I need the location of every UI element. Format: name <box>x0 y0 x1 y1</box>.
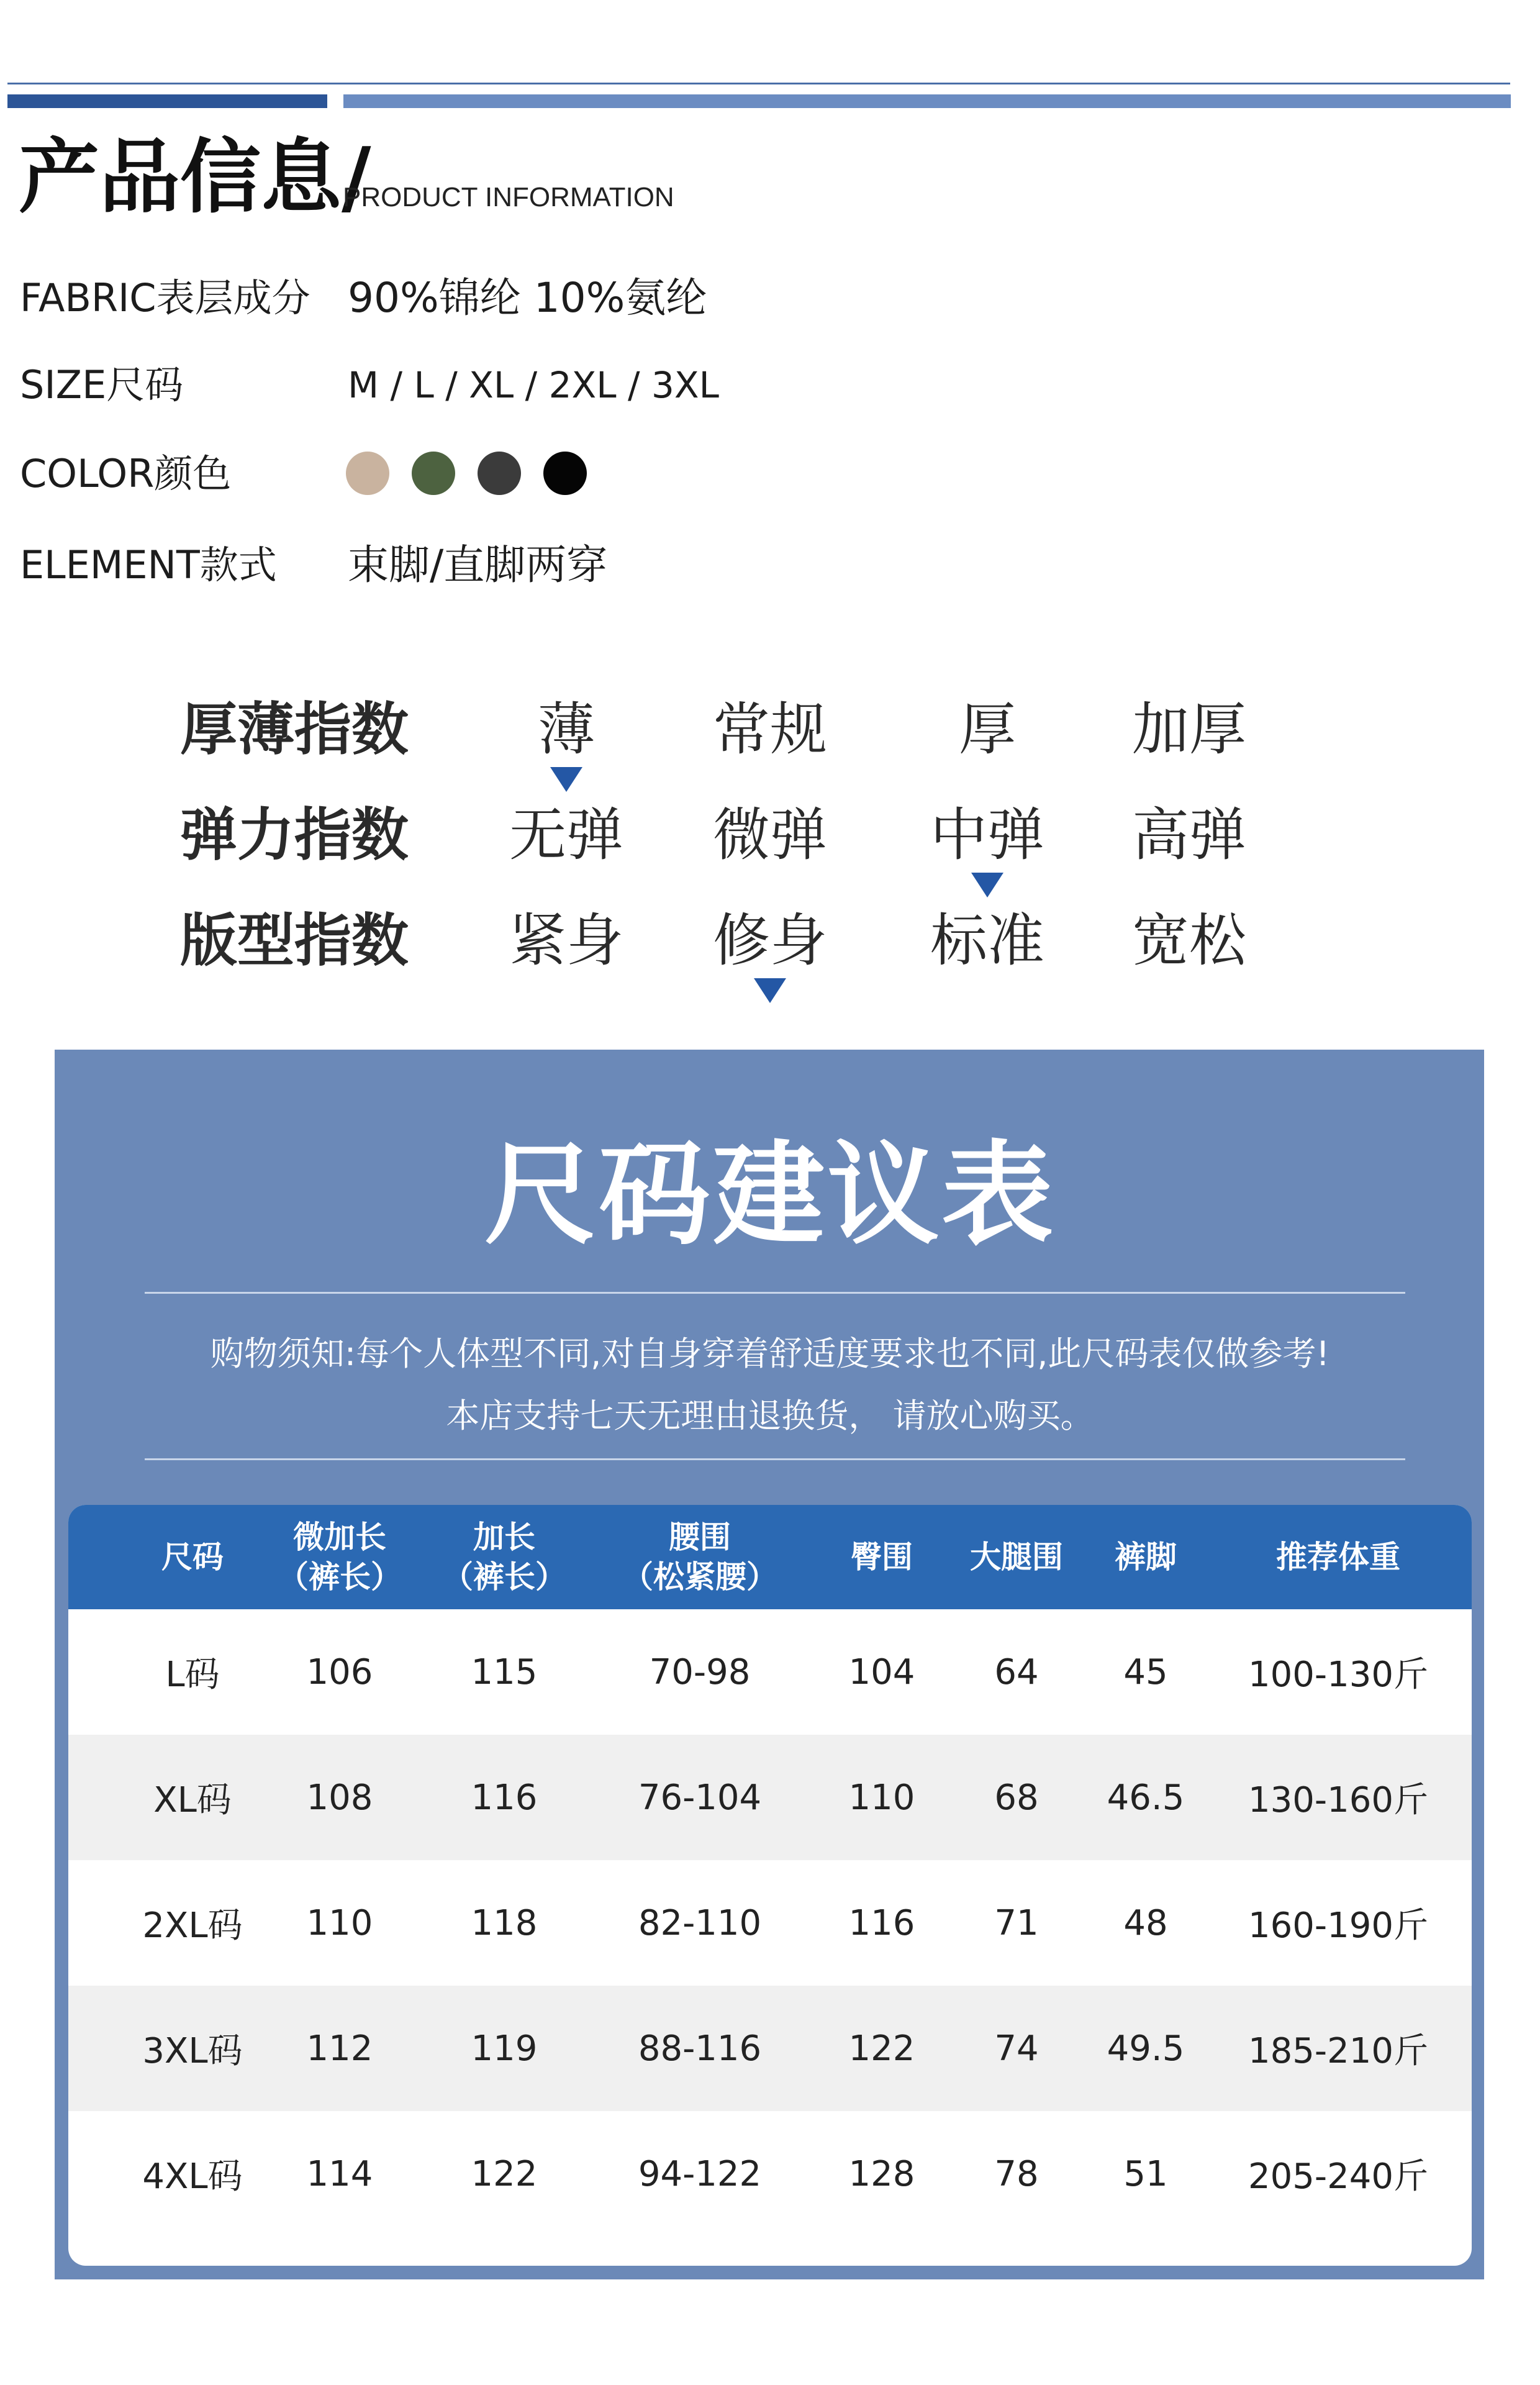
table-cell: 110 <box>306 1902 373 1943</box>
index-option: 中弹 <box>930 802 1044 868</box>
column-header <box>121 1505 264 1609</box>
index-option: 高弹 <box>1131 802 1246 868</box>
color-label: COLOR颜色 <box>20 451 232 496</box>
accent-bar-light <box>343 94 1511 108</box>
table-cell: 115 <box>471 1651 538 1692</box>
fabric-label: FABRIC表层成分 <box>20 275 310 320</box>
table-cell: 78 <box>994 2153 1039 2194</box>
table-cell: 122 <box>848 2028 915 2069</box>
index-option: 常规 <box>712 696 827 763</box>
table-cell: 118 <box>471 1902 538 1943</box>
table-cell: 94-122 <box>638 2153 762 2194</box>
table-row <box>68 1860 1472 1986</box>
column-header-text: 尺码 <box>161 1539 224 1575</box>
size-chart-title: 尺码建议表 <box>484 1130 1056 1260</box>
table-cell: 49.5 <box>1107 2028 1185 2069</box>
table-cell: 116 <box>848 1902 915 1943</box>
column-header <box>259 1505 420 1609</box>
column-header <box>1220 1505 1456 1609</box>
table-cell: 45 <box>1123 1651 1168 1692</box>
table-cell: 185-210斤 <box>1248 2031 1428 2071</box>
table-cell: 119 <box>471 2028 538 2069</box>
column-header-text: （裤长） <box>442 1559 566 1595</box>
table-cell: 68 <box>994 1777 1039 1818</box>
table-cell: 4XL码 <box>142 2156 243 2197</box>
index-label: 弹力指数 <box>180 802 409 868</box>
table-cell: 51 <box>1123 2153 1168 2194</box>
column-header <box>945 1505 1088 1609</box>
color-swatch <box>346 452 389 495</box>
index-option: 加厚 <box>1131 696 1246 763</box>
column-header-text: 微加长 <box>293 1519 386 1555</box>
table-row <box>68 1986 1472 2111</box>
column-header-text: 加长 <box>473 1519 535 1555</box>
table-cell: 108 <box>306 1777 373 1818</box>
table-cell: L码 <box>165 1655 220 1695</box>
fabric-value: 90%锦纶 10%氨纶 <box>348 274 707 322</box>
column-header <box>820 1505 944 1609</box>
column-header <box>594 1505 805 1609</box>
table-row <box>68 1735 1472 1860</box>
table-cell: 128 <box>848 2153 915 2194</box>
table-cell: 46.5 <box>1107 1777 1185 1818</box>
column-header <box>424 1505 585 1609</box>
table-cell: 70-98 <box>649 1651 751 1692</box>
table-row <box>68 2111 1472 2237</box>
column-header-text: 大腿围 <box>970 1539 1063 1575</box>
table-cell: 3XL码 <box>142 2031 243 2071</box>
column-header-text: 臀围 <box>851 1539 913 1575</box>
table-cell: 88-116 <box>638 2028 762 2069</box>
table-cell: 100-130斤 <box>1248 1655 1428 1695</box>
table-cell: 205-240斤 <box>1248 2156 1428 2197</box>
table-cell: 82-110 <box>638 1902 762 1943</box>
section-title: 产品信息/ <box>19 130 371 224</box>
panel-divider-bottom <box>145 1458 1405 1460</box>
index-label: 版型指数 <box>180 907 409 974</box>
index-option: 宽松 <box>1131 907 1246 974</box>
size-value: M / L / XL / 2XL / 3XL <box>348 364 719 406</box>
element-label: ELEMENT款式 <box>20 542 277 588</box>
table-row <box>68 1609 1472 1735</box>
column-header-text: （裤长） <box>278 1559 402 1595</box>
index-label: 厚薄指数 <box>180 696 409 763</box>
index-option: 标准 <box>930 907 1044 974</box>
table-cell: 110 <box>848 1777 915 1818</box>
column-header-text: （松紧腰） <box>622 1559 777 1595</box>
size-table <box>68 1505 1472 2266</box>
notice-line-2: 本店支持七天无理由退换货， 请放心购买。 <box>446 1396 1094 1435</box>
table-cell: 74 <box>994 2028 1039 2069</box>
table-cell: 48 <box>1123 1902 1168 1943</box>
column-header-text: 裤脚 <box>1115 1539 1177 1575</box>
selected-marker-icon <box>550 767 582 792</box>
table-cell: 2XL码 <box>142 1906 243 1946</box>
column-header-text: 腰围 <box>669 1519 731 1555</box>
size-table-header <box>68 1505 1472 1609</box>
table-cell: 112 <box>306 2028 373 2069</box>
selected-marker-icon <box>754 978 786 1003</box>
table-cell: 104 <box>848 1651 915 1692</box>
notice-line-1: 购物须知:每个人体型不同,对自身穿着舒适度要求也不同,此尺码表仅做参考! <box>210 1334 1330 1373</box>
table-cell: 71 <box>994 1902 1039 1943</box>
table-cell: 160-190斤 <box>1248 1906 1428 1946</box>
table-cell: 122 <box>471 2153 538 2194</box>
element-value: 束脚/直脚两穿 <box>348 541 608 589</box>
index-option: 紧身 <box>509 907 623 974</box>
color-swatch <box>412 452 455 495</box>
table-cell: 64 <box>994 1651 1039 1692</box>
color-swatch <box>478 452 521 495</box>
panel-divider-top <box>145 1292 1405 1294</box>
column-header <box>1084 1505 1208 1609</box>
color-swatch <box>543 452 587 495</box>
index-option: 薄 <box>537 696 595 763</box>
selected-marker-icon <box>971 873 1003 897</box>
index-option: 厚 <box>958 696 1016 763</box>
column-header-text: 推荐体重 <box>1276 1539 1400 1575</box>
accent-bar-dark <box>7 94 327 108</box>
table-cell: 114 <box>306 2153 373 2194</box>
table-cell: 116 <box>471 1777 538 1818</box>
table-cell: 106 <box>306 1651 373 1692</box>
index-option: 修身 <box>712 907 827 974</box>
table-cell: 76-104 <box>638 1777 762 1818</box>
table-cell: 130-160斤 <box>1248 1780 1428 1820</box>
size-label: SIZE尺码 <box>20 362 184 407</box>
section-subtitle: PRODUCT INFORMATION <box>343 182 674 212</box>
top-divider-line <box>7 83 1510 84</box>
index-option: 微弹 <box>712 802 827 868</box>
index-option: 无弹 <box>509 802 623 868</box>
table-cell: XL码 <box>153 1780 232 1820</box>
